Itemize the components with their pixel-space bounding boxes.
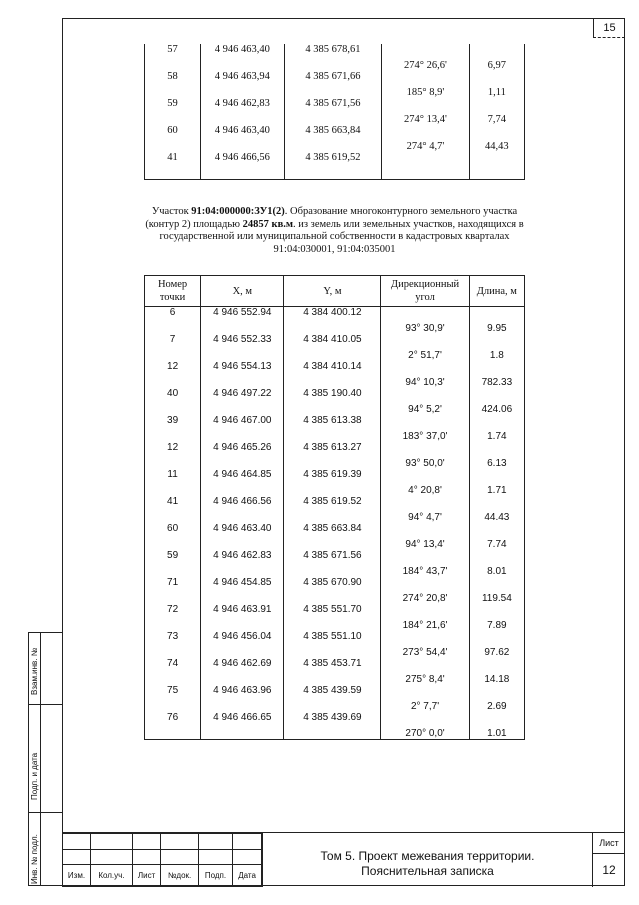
x-coordinate: 4 946 456.04 <box>201 631 284 658</box>
point-number: 59 <box>145 98 201 125</box>
revision-column-label: №док. <box>161 865 199 887</box>
x-coordinate: 4 946 462.83 <box>201 550 284 577</box>
segment-length: 44.43 <box>469 496 524 523</box>
directional-angle: 93° 50,0' <box>381 442 469 469</box>
x-coordinate: 4 946 454.85 <box>201 577 284 604</box>
y-coordinate: 4 385 619.52 <box>284 496 381 523</box>
point-number: 72 <box>145 604 201 631</box>
document-title <box>262 833 592 887</box>
segment-length: 1.01 <box>469 712 524 740</box>
x-coordinate: 4 946 552.33 <box>201 334 284 361</box>
coordinates-table <box>144 275 525 740</box>
coordinates-table-continued <box>144 44 525 180</box>
directional-angle: 275° 8,4' <box>381 658 469 685</box>
table-row <box>145 44 525 71</box>
y-coordinate: 4 385 619,52 <box>284 152 381 180</box>
segment-length: 44,43 <box>469 125 524 152</box>
directional-angle: 94° 5,2' <box>381 388 469 415</box>
y-coordinate: 4 385 671,56 <box>284 98 381 125</box>
caption-middle: . Образование многоконтурного земельного участка (контур 2) площадью <box>145 206 518 230</box>
caption-suffix: . из земель или земельных участков, находящихся в государственной или муниципальной собственности в кадастровых кварталах 91:04:030001, 91:04:035001 <box>159 218 524 255</box>
x-coordinate: 4 946 466.56 <box>201 496 284 523</box>
x-coordinate: 4 946 497.22 <box>201 388 284 415</box>
sheet-label: Лист <box>593 833 625 854</box>
y-coordinate: 4 384 410.05 <box>284 334 381 361</box>
segment-length: 8.01 <box>469 550 524 577</box>
segment-length: 1.8 <box>469 334 524 361</box>
point-number: 7 <box>145 334 201 361</box>
table-row <box>145 361 525 388</box>
y-coordinate: 4 385 671.56 <box>284 550 381 577</box>
y-coordinate: 4 385 663.84 <box>284 523 381 550</box>
directional-angle: 185° 8,9' <box>382 71 469 98</box>
y-coordinate: 4 385 453.71 <box>284 658 381 685</box>
segment-length: 7,74 <box>469 98 524 125</box>
directional-angle: 4° 20,8' <box>381 469 469 496</box>
document-title-line2: Пояснительная записка <box>361 864 494 878</box>
header-x: X, м <box>201 276 284 307</box>
directional-angle: 270° 0,0' <box>381 712 469 740</box>
y-coordinate: 4 385 190.40 <box>284 388 381 415</box>
segment-length: 1.71 <box>469 469 524 496</box>
point-number: 6 <box>145 307 201 335</box>
y-coordinate: 4 385 670.90 <box>284 577 381 604</box>
y-coordinate: 4 385 678,61 <box>284 44 381 71</box>
strip-divider <box>28 704 62 705</box>
segment-length: 119.54 <box>469 577 524 604</box>
y-coordinate: 4 384 410.14 <box>284 361 381 388</box>
x-coordinate: 4 946 463.40 <box>201 523 284 550</box>
x-coordinate: 4 946 464.85 <box>201 469 284 496</box>
caption-parcel-number: 91:04:000000:ЗУ1(2) <box>191 206 285 217</box>
table-row <box>145 334 525 361</box>
table-row <box>145 604 525 631</box>
point-number: 41 <box>145 152 201 180</box>
segment-length: 1.74 <box>469 415 524 442</box>
directional-angle: 184° 43,7' <box>381 550 469 577</box>
segment-length: 7.74 <box>469 523 524 550</box>
revision-column-label: Лист <box>132 865 160 887</box>
point-number: 60 <box>145 125 201 152</box>
table-row <box>145 71 525 98</box>
revision-column-label: Кол.уч. <box>90 865 132 887</box>
table-row <box>145 469 525 496</box>
segment-length: 6,97 <box>469 44 524 71</box>
segment-length: 782.33 <box>469 361 524 388</box>
directional-angle <box>382 152 469 180</box>
x-coordinate: 4 946 463.91 <box>201 604 284 631</box>
point-number: 11 <box>145 469 201 496</box>
point-number: 57 <box>145 44 201 71</box>
x-coordinate: 4 946 463,94 <box>200 71 284 98</box>
y-coordinate: 4 385 551.10 <box>284 631 381 658</box>
x-coordinate: 4 946 463.96 <box>201 685 284 712</box>
directional-angle: 94° 13,4' <box>381 523 469 550</box>
directional-angle: 183° 37,0' <box>381 415 469 442</box>
strip-label-zam: Взам.инв. № <box>30 647 39 695</box>
directional-angle: 274° 26,6' <box>382 44 469 71</box>
point-number: 60 <box>145 523 201 550</box>
sheet-number: 12 <box>602 863 616 877</box>
point-number: 71 <box>145 577 201 604</box>
table-row <box>145 523 525 550</box>
x-coordinate: 4 946 554.13 <box>201 361 284 388</box>
x-coordinate: 4 946 463,40 <box>200 44 284 71</box>
strip-label-inv: Инв. № подл. <box>30 834 39 884</box>
document-title-line1: Том 5. Проект межевания территории. <box>320 849 535 863</box>
table-row <box>145 496 525 523</box>
table-row <box>145 442 525 469</box>
directional-angle: 274° 4,7' <box>382 125 469 152</box>
y-coordinate: 4 385 671,66 <box>284 71 381 98</box>
table-row <box>145 388 525 415</box>
segment-length: 14.18 <box>469 658 524 685</box>
segment-length: 424.06 <box>469 388 524 415</box>
directional-angle: 184° 21,6' <box>381 604 469 631</box>
segment-length: 97.62 <box>469 631 524 658</box>
y-coordinate: 4 385 439.59 <box>284 685 381 712</box>
directional-angle: 273° 54,4' <box>381 631 469 658</box>
header-y: Y, м <box>284 276 381 307</box>
y-coordinate: 4 385 619.39 <box>284 469 381 496</box>
table-row <box>145 712 525 740</box>
table-row <box>145 125 525 152</box>
revision-column-label: Изм. <box>63 865 91 887</box>
caption-area: 24857 кв.м <box>242 218 294 230</box>
y-coordinate: 4 385 613.38 <box>284 415 381 442</box>
title-block <box>62 832 625 886</box>
point-number: 75 <box>145 685 201 712</box>
y-coordinate: 4 385 439.69 <box>284 712 381 740</box>
segment-length: 9.95 <box>469 307 524 335</box>
point-number: 59 <box>145 550 201 577</box>
table-row <box>145 577 525 604</box>
table-row <box>145 98 525 125</box>
x-coordinate: 4 946 466.65 <box>201 712 284 740</box>
y-coordinate: 4 385 663,84 <box>284 125 381 152</box>
header-angle: Дирекционный угол <box>381 276 469 307</box>
segment-length: 6.13 <box>469 442 524 469</box>
caption-prefix: Участок <box>151 206 192 217</box>
y-coordinate: 4 385 613.27 <box>284 442 381 469</box>
x-coordinate: 4 946 463,40 <box>200 125 284 152</box>
table-header-row <box>145 276 525 307</box>
strip-label-podp: Подп. и дата <box>30 752 39 800</box>
segment-length: 7.89 <box>469 604 524 631</box>
y-coordinate: 4 385 551.70 <box>284 604 381 631</box>
point-number: 39 <box>145 415 201 442</box>
corner-sheet-number: 15 <box>593 18 625 38</box>
directional-angle: 274° 13,4' <box>382 98 469 125</box>
table-row <box>145 658 525 685</box>
point-number: 40 <box>145 388 201 415</box>
table-row <box>145 685 525 712</box>
directional-angle: 274° 20,8' <box>381 577 469 604</box>
segment-length: 2.69 <box>469 685 524 712</box>
point-number: 73 <box>145 631 201 658</box>
x-coordinate: 4 946 552.94 <box>201 307 284 335</box>
directional-angle: 2° 7,7' <box>381 685 469 712</box>
table-row <box>145 631 525 658</box>
revision-column-label: Дата <box>233 865 262 887</box>
parcel-caption <box>144 206 525 256</box>
point-number: 76 <box>145 712 201 740</box>
x-coordinate: 4 946 466,56 <box>200 152 284 180</box>
table-row <box>145 550 525 577</box>
directional-angle: 93° 30,9' <box>381 307 469 335</box>
revision-grid <box>62 833 262 887</box>
header-length: Длина, м <box>469 276 524 307</box>
segment-length: 1,11 <box>469 71 524 98</box>
directional-angle: 2° 51,7' <box>381 334 469 361</box>
table-row <box>145 152 525 180</box>
sheet-box <box>592 833 625 887</box>
binding-strip <box>40 632 62 886</box>
x-coordinate: 4 946 465.26 <box>201 442 284 469</box>
x-coordinate: 4 946 467.00 <box>201 415 284 442</box>
y-coordinate: 4 384 400.12 <box>284 307 381 335</box>
strip-divider <box>28 812 62 813</box>
revision-column-label: Подп. <box>198 865 232 887</box>
directional-angle: 94° 10,3' <box>381 361 469 388</box>
segment-length <box>469 152 524 180</box>
point-number: 12 <box>145 361 201 388</box>
table-row <box>145 307 525 335</box>
point-number: 58 <box>145 71 201 98</box>
point-number: 74 <box>145 658 201 685</box>
x-coordinate: 4 946 462.69 <box>201 658 284 685</box>
x-coordinate: 4 946 462,83 <box>200 98 284 125</box>
header-point-number: Номер точки <box>145 276 201 307</box>
point-number: 12 <box>145 442 201 469</box>
directional-angle: 94° 4,7' <box>381 496 469 523</box>
point-number: 41 <box>145 496 201 523</box>
table-row <box>145 415 525 442</box>
